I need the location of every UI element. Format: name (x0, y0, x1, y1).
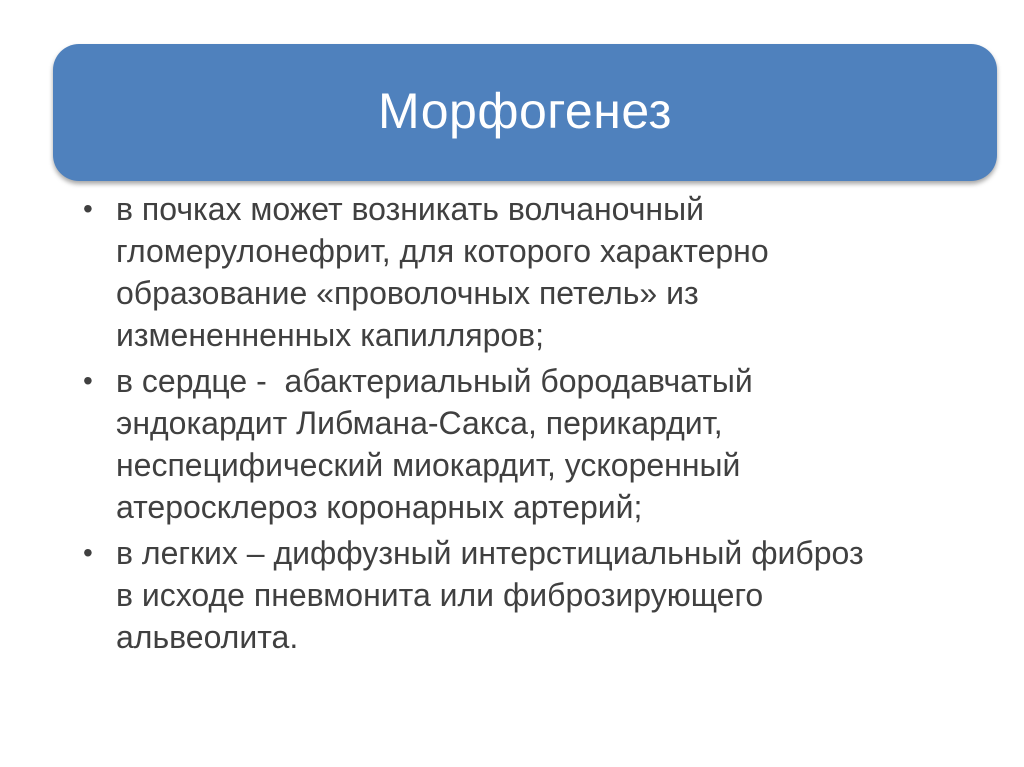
title-banner (53, 44, 997, 181)
bullet-item-lungs (80, 532, 980, 658)
bullet-icon: • (83, 365, 93, 396)
bullet-line: в легких – диффузный интерстициальный фиброз (116, 535, 864, 571)
bullet-list (80, 188, 980, 662)
bullet-item-heart (80, 360, 980, 528)
bullet-line: альвеолита. (116, 619, 299, 655)
bullet-line: атеросклероз коронарных артерий; (116, 489, 643, 525)
bullet-line: образование «проволочных петель» из (116, 275, 699, 311)
slide-title: Морфогенез (378, 82, 672, 139)
bullet-icon: • (83, 193, 93, 224)
bullet-line: неспецифический миокардит, ускоренный (116, 447, 741, 483)
bullet-line: гломерулонефрит, для которого характерно (116, 233, 769, 269)
bullet-line: измененненных капилляров; (116, 317, 545, 353)
bullet-line: в почках может возникать волчаночный (116, 191, 704, 227)
bullet-item-kidneys (80, 188, 980, 356)
bullet-line: эндокардит Либмана-Сакса, перикардит, (116, 405, 723, 441)
bullet-icon: • (83, 537, 93, 568)
bullet-line: в исходе пневмонита или фиброзирующего (116, 577, 764, 613)
bullet-line: в сердце - абактериальный бородавчатый (116, 363, 753, 399)
